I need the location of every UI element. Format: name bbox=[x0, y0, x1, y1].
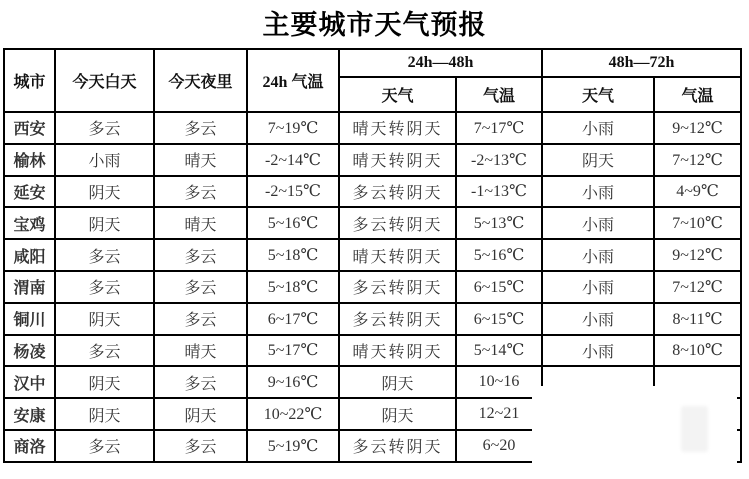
header-span-48-72: 48h—72h bbox=[542, 49, 741, 77]
table-row bbox=[4, 207, 741, 239]
cell-city: 咸阳 bbox=[4, 239, 55, 271]
page-title: 主要城市天气预报 bbox=[262, 10, 487, 41]
cell-48-72-weather: 小雨 bbox=[542, 271, 654, 303]
cell-48-72-temp: 7~10℃ bbox=[654, 207, 741, 239]
cell-24-48-weather: 晴天转阴天 bbox=[339, 335, 456, 367]
cell-48-72-temp: 7~12℃ bbox=[654, 271, 741, 303]
header-48-72-temp: 气温 bbox=[654, 77, 741, 112]
cell-city: 杨凌 bbox=[4, 335, 55, 367]
cell-today-day: 阴天 bbox=[55, 366, 154, 398]
cell-today-day: 阴天 bbox=[55, 207, 154, 239]
cell-24-48-weather: 阴天 bbox=[339, 398, 456, 430]
cell-today-night: 多云 bbox=[154, 239, 247, 271]
cell-24-48-temp: 7~17℃ bbox=[456, 112, 542, 144]
cell-24h-temp: 10~22℃ bbox=[247, 398, 339, 430]
table-row bbox=[4, 239, 741, 271]
cell-24h-temp: -2~15℃ bbox=[247, 176, 339, 208]
cell-today-day: 阴天 bbox=[55, 176, 154, 208]
header-span-24-48: 24h—48h bbox=[339, 49, 542, 77]
table-row bbox=[4, 144, 741, 176]
cell-24-48-temp: 6~15℃ bbox=[456, 303, 542, 335]
cell-48-72-weather: 小雨 bbox=[542, 239, 654, 271]
cell-24h-temp: 9~16℃ bbox=[247, 366, 339, 398]
cell-24-48-temp: 6~15℃ bbox=[456, 271, 542, 303]
cell-48-72-weather: 小雨 bbox=[542, 112, 654, 144]
cell-48-72-temp: 7~12℃ bbox=[654, 144, 741, 176]
cell-24h-temp: 5~18℃ bbox=[247, 271, 339, 303]
header-today-day: 今天白天 bbox=[55, 49, 154, 112]
cell-today-day: 多云 bbox=[55, 112, 154, 144]
header-24-48-temp: 气温 bbox=[456, 77, 542, 112]
cell-48-72-temp: 9~12℃ bbox=[654, 112, 741, 144]
cell-city: 宝鸡 bbox=[4, 207, 55, 239]
cell-24h-temp: -2~14℃ bbox=[247, 144, 339, 176]
white-occlusion-overlay bbox=[532, 386, 737, 479]
cell-24-48-weather: 阴天 bbox=[339, 366, 456, 398]
cell-24-48-weather: 晴天转阴天 bbox=[339, 239, 456, 271]
cell-24h-temp: 5~16℃ bbox=[247, 207, 339, 239]
cell-city: 铜川 bbox=[4, 303, 55, 335]
header-24-48-weather: 天气 bbox=[339, 77, 456, 112]
cell-city: 安康 bbox=[4, 398, 55, 430]
cell-today-night: 晴天 bbox=[154, 207, 247, 239]
cell-city: 延安 bbox=[4, 176, 55, 208]
cell-24-48-weather: 晴天转阴天 bbox=[339, 144, 456, 176]
cell-today-night: 阴天 bbox=[154, 398, 247, 430]
cell-24-48-temp: 10~16 bbox=[456, 366, 542, 398]
cell-today-night: 多云 bbox=[154, 430, 247, 462]
cell-48-72-temp: 4~9℃ bbox=[654, 176, 741, 208]
cell-24h-temp: 5~19℃ bbox=[247, 430, 339, 462]
cell-24-48-weather: 多云转阴天 bbox=[339, 176, 456, 208]
table-row bbox=[4, 335, 741, 367]
cell-today-night: 多云 bbox=[154, 176, 247, 208]
cell-24-48-weather: 多云转阴天 bbox=[339, 303, 456, 335]
cell-city: 商洛 bbox=[4, 430, 55, 462]
cell-24-48-temp: 6~20 bbox=[456, 430, 542, 462]
cell-48-72-weather: 小雨 bbox=[542, 335, 654, 367]
cell-today-night: 多云 bbox=[154, 366, 247, 398]
header-row-1 bbox=[4, 49, 741, 77]
cell-24-48-temp: 12~21 bbox=[456, 398, 542, 430]
cell-48-72-weather: 小雨 bbox=[542, 176, 654, 208]
cell-today-day: 多云 bbox=[55, 335, 154, 367]
cell-48-72-weather: 阴天 bbox=[542, 144, 654, 176]
cell-city: 渭南 bbox=[4, 271, 55, 303]
header-24h-temp: 24h 气温 bbox=[247, 49, 339, 112]
cell-24-48-temp: -2~13℃ bbox=[456, 144, 542, 176]
cell-today-night: 晴天 bbox=[154, 144, 247, 176]
cell-24h-temp: 7~19℃ bbox=[247, 112, 339, 144]
cell-today-night: 多云 bbox=[154, 303, 247, 335]
cell-24-48-temp: 5~16℃ bbox=[456, 239, 542, 271]
cell-24-48-temp: -1~13℃ bbox=[456, 176, 542, 208]
cell-48-72-weather: 小雨 bbox=[542, 303, 654, 335]
watermark-smudge bbox=[681, 406, 708, 452]
header-48-72-weather: 天气 bbox=[542, 77, 654, 112]
cell-24-48-weather: 多云转阴天 bbox=[339, 271, 456, 303]
header-today-night: 今天夜里 bbox=[154, 49, 247, 112]
cell-24-48-weather: 多云转阴天 bbox=[339, 430, 456, 462]
header-city: 城市 bbox=[4, 49, 55, 112]
cell-24-48-weather: 多云转阴天 bbox=[339, 207, 456, 239]
cell-today-night: 多云 bbox=[154, 271, 247, 303]
cell-today-day: 多云 bbox=[55, 271, 154, 303]
cell-24h-temp: 5~17℃ bbox=[247, 335, 339, 367]
table-row bbox=[4, 112, 741, 144]
cell-24-48-weather: 晴天转阴天 bbox=[339, 112, 456, 144]
cell-48-72-temp: 8~11℃ bbox=[654, 303, 741, 335]
cell-today-day: 多云 bbox=[55, 430, 154, 462]
cell-today-day: 小雨 bbox=[55, 144, 154, 176]
cell-24-48-temp: 5~13℃ bbox=[456, 207, 542, 239]
cell-today-day: 阴天 bbox=[55, 398, 154, 430]
cell-today-night: 晴天 bbox=[154, 335, 247, 367]
cell-today-day: 多云 bbox=[55, 239, 154, 271]
cell-city: 汉中 bbox=[4, 366, 55, 398]
table-row bbox=[4, 271, 741, 303]
cell-city: 榆林 bbox=[4, 144, 55, 176]
cell-today-day: 阴天 bbox=[55, 303, 154, 335]
cell-today-night: 多云 bbox=[154, 112, 247, 144]
cell-48-72-temp: 9~12℃ bbox=[654, 239, 741, 271]
cell-48-72-weather: 小雨 bbox=[542, 207, 654, 239]
cell-24h-temp: 6~17℃ bbox=[247, 303, 339, 335]
cell-48-72-temp: 8~10℃ bbox=[654, 335, 741, 367]
cell-24-48-temp: 5~14℃ bbox=[456, 335, 542, 367]
table-row bbox=[4, 303, 741, 335]
table-row bbox=[4, 176, 741, 208]
cell-24h-temp: 5~18℃ bbox=[247, 239, 339, 271]
cell-city: 西安 bbox=[4, 112, 55, 144]
